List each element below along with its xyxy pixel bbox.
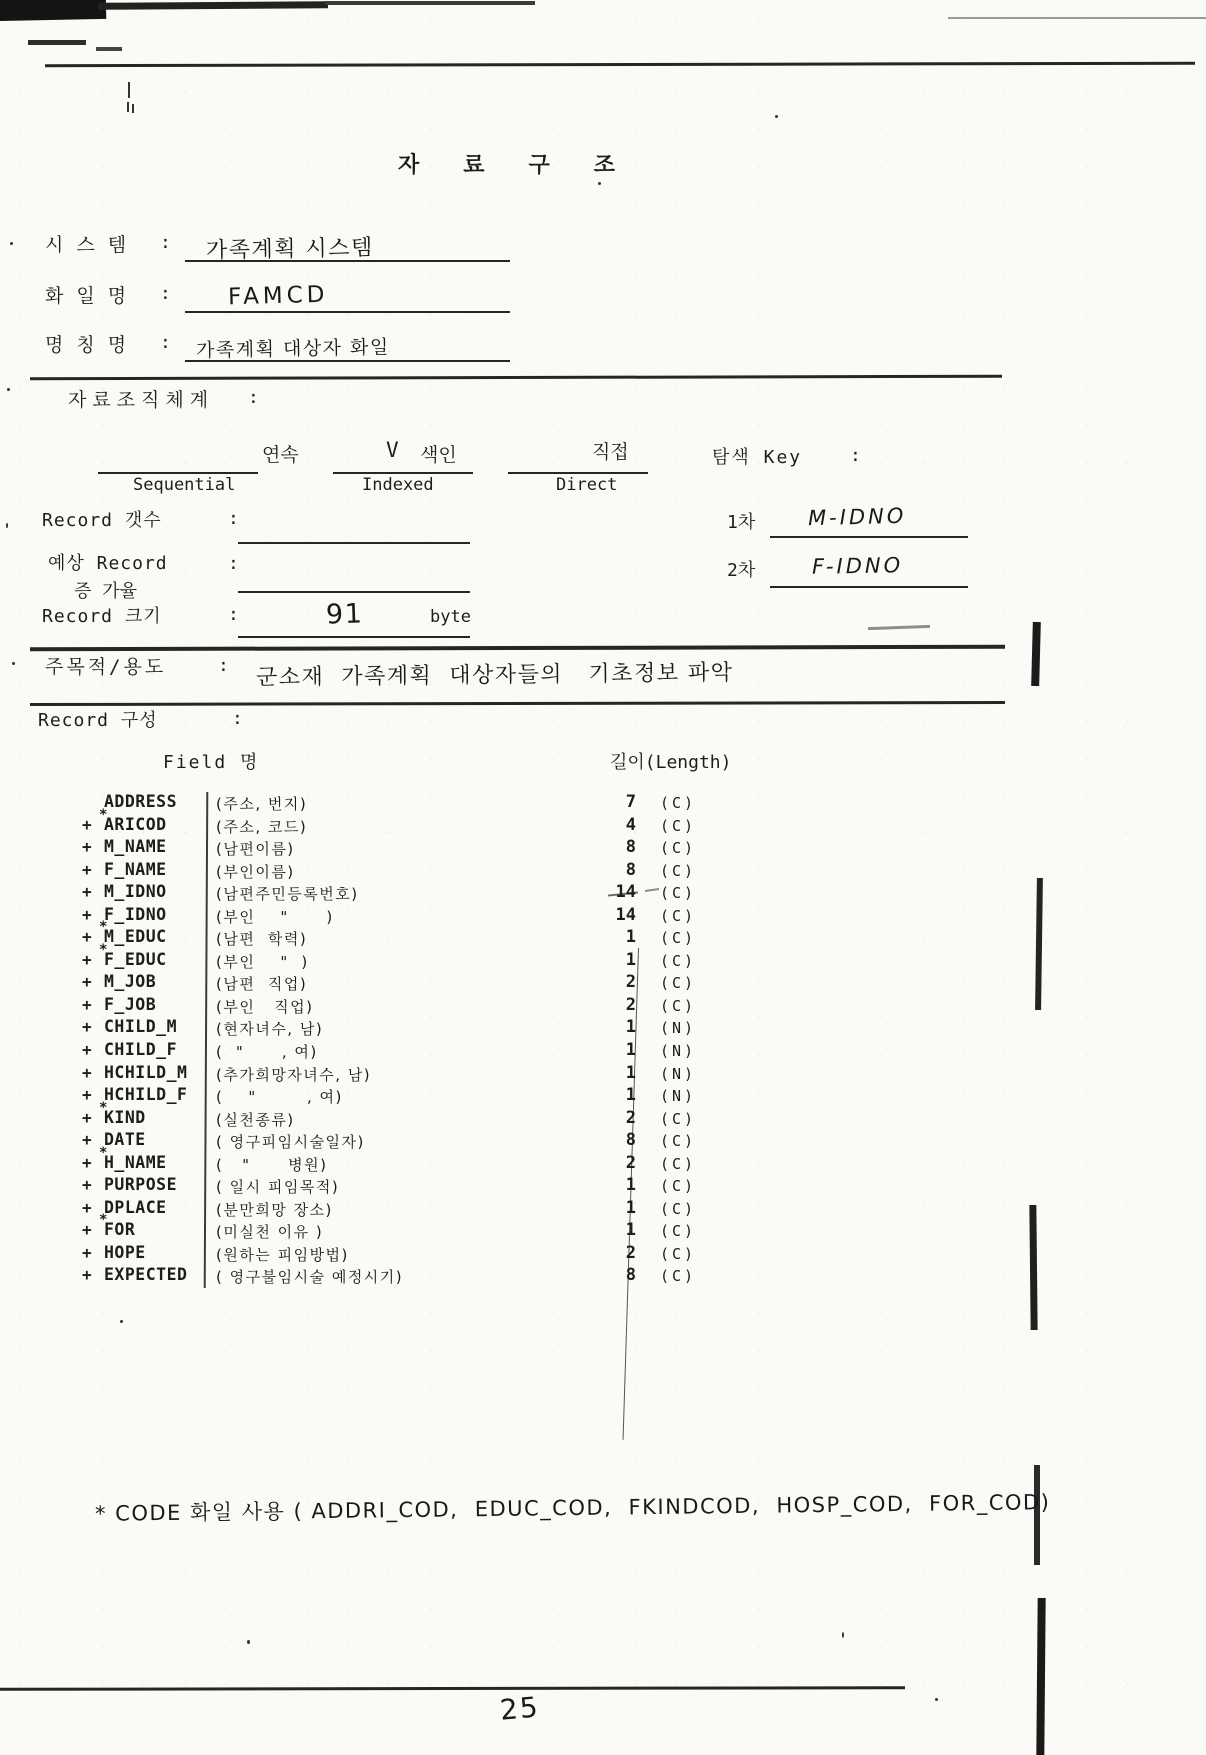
search-key-2-value: F-IDNO [811,553,904,579]
field-name: ADDRESS [104,792,178,811]
field-name: M_IDNO [104,882,167,902]
field-row [80,792,980,815]
field-type: (N) [660,1042,697,1061]
scan-artifact [1035,878,1043,1010]
field-name: FOR [104,1220,136,1240]
field-name-column-header: Field 명 [163,752,260,773]
field-type: (N) [660,1087,697,1106]
rule [30,701,1005,706]
field-row [80,1198,980,1221]
rule [30,375,1002,381]
speck [598,182,601,185]
search-key-label: 탐색 Key [712,447,803,468]
field-description: (남편 직업) [216,975,308,994]
field-description: (분만희망 장소) [216,1200,333,1219]
field-length: 7 [625,792,636,812]
field-row [80,972,980,995]
record-growth-label-line2: 증 가율 [74,581,138,602]
scan-artifact [0,0,106,21]
indexed-ko-label: 색인 [420,444,457,466]
rule [45,62,1195,67]
record-growth-line [238,561,470,593]
record-count-line [238,512,470,544]
field-plus: + [82,949,92,969]
field-plus: + [82,1175,92,1195]
field-plus: + [82,814,92,834]
field-row [80,1212,980,1243]
record-growth-label-line1: 예상 Record [48,553,168,574]
field-length: 14 [615,882,636,903]
field-plus: + [82,1040,92,1060]
field-plus: + [82,927,92,947]
field-description: ( " , 여) [216,1088,343,1107]
search-key-1-value: M-IDNO [807,503,907,531]
field-length: 2 [625,1107,636,1128]
field-plus: + [82,1107,92,1127]
record-size-value: 91 [325,598,364,631]
field-plus: + [82,1220,92,1240]
field-star: * [99,806,108,823]
field-length: 8 [625,1130,636,1151]
field-type: (C) [660,884,697,903]
field-length: 2 [625,1242,636,1263]
speck [6,523,8,528]
field-length: 8 [625,837,636,858]
field-type: (C) [660,906,697,925]
scan-artifact [28,40,86,45]
colon: : [228,508,239,529]
indexed-en-label: Indexed [362,475,434,495]
field-name: ARICOD [104,814,167,834]
field-star: * [99,1212,108,1229]
field-row [80,882,980,905]
field-plus: + [82,994,92,1014]
field-plus: + [82,1152,92,1172]
field-plus: + [82,972,92,992]
field-type: (C) [660,794,697,812]
field-type: (C) [660,929,697,948]
scan-artifact [132,104,134,113]
speck [12,662,15,665]
search-key-1-label: 1차 [727,512,756,533]
field-row [80,1099,980,1131]
colon: : [160,232,171,253]
field-star: * [99,1099,108,1116]
direct-en-label: Direct [556,475,618,495]
field-plus: + [82,859,92,879]
record-size-unit: byte [430,607,471,627]
colon: : [232,708,243,729]
field-type: (N) [660,1019,697,1038]
field-description: (주소, 번지) [216,795,308,813]
colon: : [228,604,239,625]
field-name: H_NAME [104,1152,167,1172]
field-row [80,1063,980,1086]
speck [7,388,10,391]
alias-label: 명칭명 [45,334,140,356]
field-length: 1 [625,1040,636,1061]
field-row [80,1265,980,1288]
field-description: (부인 직업) [216,997,314,1016]
field-plus: + [82,882,92,902]
field-description: ( 영구피임시술일자) [216,1133,365,1152]
field-row [80,837,980,860]
field-type: (C) [660,861,697,880]
field-plus: + [82,1017,92,1037]
field-row [80,919,980,950]
field-plus: + [82,1085,92,1105]
field-row [80,1017,980,1040]
field-row [80,1175,980,1198]
field-name: DATE [104,1130,146,1150]
record-layout-section-label: Record 구성 [38,710,158,731]
field-name: HOPE [104,1242,146,1262]
field-plus: + [82,837,92,857]
field-type: (C) [660,996,697,1015]
field-length: 8 [625,859,636,880]
field-length: 1 [625,1175,636,1196]
colon: : [850,445,861,466]
field-length: 1 [625,1062,636,1083]
field-name: CHILD_M [104,1017,178,1037]
field-type: (C) [660,1222,697,1241]
field-name: DPLACE [104,1197,167,1217]
field-name: HCHILD_M [104,1062,188,1082]
field-row [80,806,980,838]
sequential-line [98,446,258,474]
field-length: 1 [625,1197,636,1218]
field-type: (C) [660,1177,697,1196]
speck [935,1698,938,1701]
field-plus: + [82,1062,92,1082]
field-row [80,1144,980,1176]
field-type: (C) [660,1267,697,1286]
field-description: ( " , 여) [216,1043,318,1062]
rule [30,645,1005,651]
field-description: (남편 학력) [216,930,308,949]
colon: : [228,553,239,574]
field-name: EXPECTED [104,1265,188,1285]
field-row [80,1040,980,1063]
field-type: (C) [660,839,697,858]
field-type: (C) [660,816,697,835]
field-description: (미실천 이유 ) [216,1223,324,1242]
field-plus: + [82,1197,92,1217]
field-description: (남편이름) [216,840,295,859]
footnote: * CODE 화일 사용 ( ADDRI_COD, EDUC_COD, FKINDCOD, HOSP_COD, FOR_COD) [94,1490,1051,1526]
field-length: 14 [615,904,636,925]
speck [120,1320,123,1323]
field-name: F_JOB [104,994,157,1014]
field-type: (N) [660,1064,697,1083]
field-name: F_EDUC [104,949,167,969]
field-description: (추가희망자녀수, 남) [216,1065,372,1084]
field-length: 2 [625,994,636,1015]
field-table [80,792,980,1288]
field-star: * [99,919,108,936]
field-type: (C) [660,951,697,970]
purpose-value: 군소재 가족계획 대상자들의 기초정보 파악 [255,660,734,691]
scan-artifact [128,82,130,98]
colon: : [248,387,259,408]
organization-section-label: 자료조직체계 [68,389,215,411]
field-type: (C) [660,974,697,993]
field-row [80,905,980,928]
field-name: F_NAME [104,859,167,879]
field-plus: + [82,1242,92,1262]
field-name: M_NAME [104,837,167,857]
filename-value: FAMCD [227,281,329,311]
field-description: ( 영구불임시술 예정시기) [216,1268,404,1287]
record-count-label: Record 갯수 [42,510,162,531]
system-label: 시스템 [45,234,140,256]
field-length: 2 [625,1152,636,1173]
field-row [80,1085,980,1108]
rule [948,17,1206,19]
sequential-ko-label: 연속 [262,444,299,466]
field-type: (C) [660,1132,697,1151]
field-length: 1 [625,1017,636,1038]
scan-artifact [325,1,535,5]
scan-artifact [1029,1205,1037,1330]
field-row [80,1130,980,1153]
field-description: (주소, 코드) [216,817,308,836]
field-star: * [99,941,108,958]
length-column-header: 길이(Length) [610,752,732,773]
field-name: PURPOSE [104,1175,178,1195]
record-size-label: Record 크기 [42,606,162,627]
field-description: (부인 " ) [216,907,334,926]
scan-artifact [868,625,930,630]
filename-label: 화일명 [45,285,140,307]
field-length: 1 [625,1085,636,1106]
field-star: * [99,1144,108,1161]
field-row [80,995,980,1018]
scan-artifact [127,102,129,112]
field-length: 1 [625,927,636,948]
page-number: 25 [498,1690,542,1727]
speck [247,1640,250,1644]
field-row [80,860,980,883]
field-name: CHILD_F [104,1040,178,1060]
scan-artifact [1031,622,1041,686]
field-length: 4 [625,814,636,835]
scan-artifact [98,1,328,10]
indexed-check-mark: V [386,438,399,462]
colon: : [160,283,171,304]
field-description: ( 일시 피임목적) [216,1178,340,1197]
sequential-en-label: Sequential [133,475,236,495]
speck [10,242,13,245]
colon: : [218,655,229,676]
field-length: 1 [625,1220,636,1241]
field-description: (원하는 피임방법) [216,1245,349,1264]
page-title: 자료구조 [398,153,660,178]
speck [775,115,778,118]
field-length: 2 [625,972,636,993]
field-description: (현자녀수, 남) [216,1020,324,1039]
field-row [80,941,980,973]
rule [0,1686,905,1691]
field-description: (부인이름) [216,862,295,881]
purpose-label: 주목적/용도 [45,656,167,678]
colon: : [160,332,171,353]
scan-artifact [1036,1598,1045,1755]
field-name: F_IDNO [104,904,167,924]
field-type: (C) [660,1109,697,1128]
field-type: (C) [660,1244,697,1263]
field-type: (C) [660,1199,697,1218]
field-description: (부인 " ) [216,952,309,971]
alias-value: 가족계획 대상자 화일 [195,336,390,362]
field-length: 8 [625,1265,636,1286]
field-name: HCHILD_F [104,1085,188,1105]
field-plus: + [82,904,92,924]
field-row [80,1243,980,1266]
field-name: KIND [104,1107,146,1127]
field-description: ( " 병원) [216,1155,328,1174]
search-key-2-label: 2차 [727,560,756,581]
field-description: (남편주민등록번호) [216,885,359,904]
field-description: (실천종류) [216,1110,295,1129]
field-name: M_EDUC [104,927,167,947]
scan-artifact [96,47,122,51]
direct-ko-label: 직접 [592,441,629,463]
speck [842,1632,844,1638]
system-value: 가족계획 시스템 [205,235,375,264]
field-plus: + [82,1265,92,1285]
field-length: 1 [625,949,636,970]
field-name: M_JOB [104,972,157,992]
field-plus: + [82,1130,92,1150]
field-type: (C) [660,1154,697,1173]
